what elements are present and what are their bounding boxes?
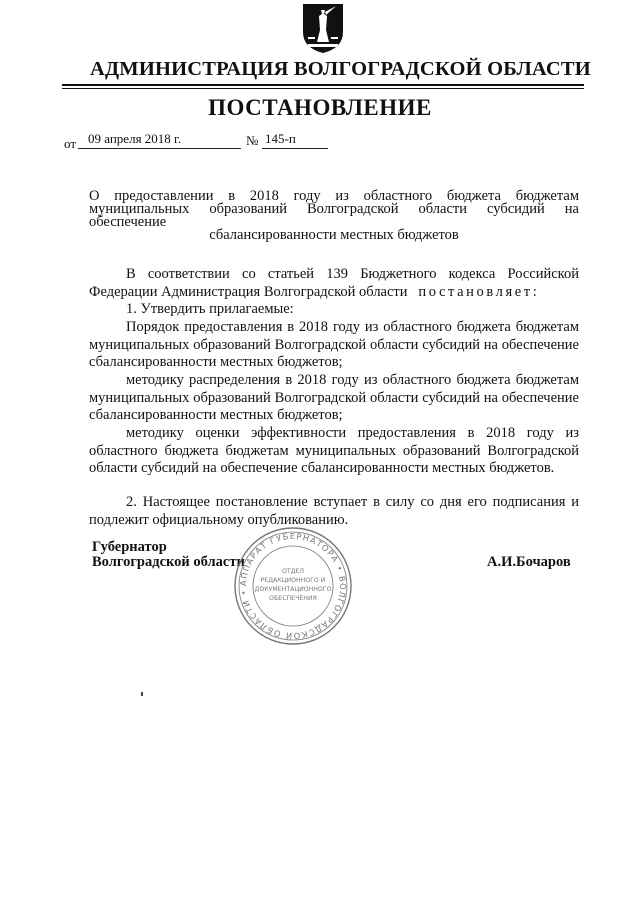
- number-underline: [262, 148, 328, 149]
- number-prefix: №: [246, 133, 259, 148]
- coat-of-arms-icon: [300, 2, 346, 54]
- signatory-title-line: Волгоградской области: [92, 554, 245, 570]
- approved-method-distribution: [89, 372, 579, 425]
- header-rule-thin: [62, 88, 584, 89]
- document-subject: [89, 190, 579, 242]
- intro-paragraph: В соответствии со статьей 139 Бюджетного кодекса Российской: [126, 266, 579, 282]
- header-rule-thick: [62, 84, 584, 86]
- item-2-paragraph: 2. Настоящее постановление вступает в силу со дня его подписания и подлежит официальному опубликованию.: [89, 494, 579, 528]
- intro-paragraph-cont: [89, 284, 579, 302]
- signatory-title: [92, 540, 245, 570]
- item-1: 1. Утвердить прилагаемые:: [126, 301, 294, 318]
- date-underline: [78, 148, 241, 149]
- order-paragraph: Порядок предоставления в 2018 году из областного бюджета бюджетам муниципальных образований Волгоградской области субсидий на обеспечение сбалансированности местных бюджетов;: [89, 319, 579, 371]
- document-number: 145-п: [265, 131, 296, 146]
- stamp-ring-text: АППАРАТ ГУБЕРНАТОРА • ВОЛГОГРАДСКОЙ ОБЛАСТИ •: [237, 530, 349, 642]
- method-distribution-paragraph: методику распределения в 2018 году из областного бюджета бюджетам муниципальных образований Волгоградской области субсидий на обеспечение сбалансированности местных бюджетов;: [89, 372, 579, 424]
- intro-text: Федерации Администрация Волгоградской области: [89, 283, 408, 300]
- document-date: 09 апреля 2018 г.: [88, 131, 182, 146]
- stamp-center-line: РЕДАКЦИОННОГО И: [260, 577, 326, 584]
- official-stamp: [232, 525, 354, 647]
- stamp-center-line: ОТДЕЛ: [281, 568, 305, 575]
- date-prefix: от: [64, 136, 77, 151]
- organization-name: АДМИНИСТРАЦИЯ ВОЛГОГРАДСКОЙ ОБЛАСТИ: [90, 58, 591, 80]
- stamp-center-line: ОБЕСПЕЧЕНИЯ: [269, 595, 317, 602]
- signatory-title-line: Губернатор: [92, 539, 167, 555]
- subject-line: сбалансированности местных бюджетов: [209, 227, 459, 243]
- stamp-center-line: ДОКУМЕНТАЦИОННОГО: [254, 586, 332, 593]
- resolves-word: постановляет:: [418, 283, 540, 300]
- signatory-name: А.И.Бочаров: [487, 554, 571, 570]
- item-2: [89, 494, 579, 529]
- subject-line: муниципальных образований Волгоградской области субсидий на обеспечение: [89, 201, 579, 230]
- approved-order: [89, 319, 579, 372]
- approved-method-evaluation: [89, 425, 579, 478]
- decree-body: [89, 266, 579, 319]
- subject-line: О предоставлении в 2018 году из областного бюджета бюджетам: [89, 188, 579, 204]
- document-type: ПОСТАНОВЛЕНИЕ: [208, 95, 432, 120]
- method-evaluation-paragraph: методику оценки эффективности предоставления в 2018 году из областного бюджета бюджетам муниципальных образований Волгоградской области субсидий на обеспечение сбалансированности местных бюджетов.: [89, 425, 579, 477]
- scan-speck: [141, 692, 143, 696]
